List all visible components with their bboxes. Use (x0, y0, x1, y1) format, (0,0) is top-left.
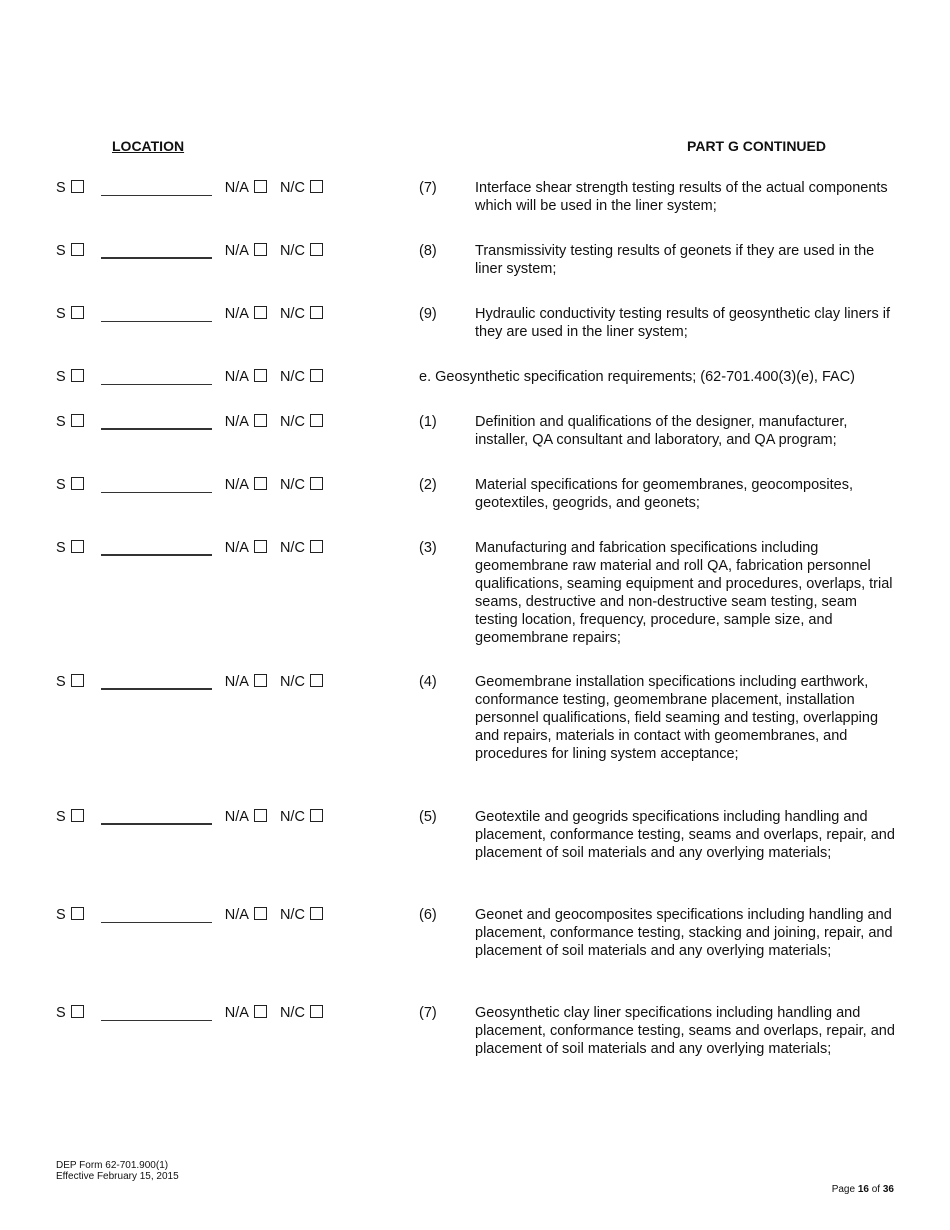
nc-label: N/C (279, 1005, 305, 1021)
row-checkboxes (56, 413, 323, 431)
s-label: S (56, 306, 66, 322)
form-footer (56, 1160, 179, 1182)
na-checkbox[interactable] (254, 414, 267, 427)
na-checkbox[interactable] (254, 243, 267, 256)
item-text: Transmissivity testing results of geonets if they are used in the liner system; (475, 243, 875, 277)
nc-label: N/C (279, 809, 305, 825)
na-label: N/A (224, 674, 249, 690)
location-line[interactable] (101, 491, 212, 493)
nc-checkbox[interactable] (310, 540, 323, 553)
item-text: Definition and qualifications of the designer, manufacturer, installer, QA consultant and laboratory, and QA program; (475, 414, 848, 448)
item-text: Geomembrane installation specifications including earthwork, conformance testing, geomembrane placement, installation personnel qualifications, field seaming and testing, overlapping and repairs, materials in contact with geomembranes, and procedures for lining system acceptance; (475, 674, 879, 762)
na-label: N/A (224, 477, 249, 493)
item-number: (7) (419, 1005, 437, 1021)
location-line[interactable] (101, 822, 212, 825)
page-label: Page (831, 1184, 856, 1195)
nc-label: N/C (279, 540, 305, 556)
s-checkbox[interactable] (71, 414, 84, 427)
s-checkbox[interactable] (71, 243, 84, 256)
s-label: S (56, 243, 66, 259)
page-total: 36 (882, 1184, 894, 1195)
row-checkboxes (56, 1004, 323, 1022)
page-number (832, 1184, 894, 1195)
row-checkboxes (56, 673, 323, 691)
nc-label: N/C (279, 674, 305, 690)
nc-checkbox[interactable] (310, 369, 323, 382)
na-label: N/A (224, 180, 249, 196)
item-number: (4) (419, 674, 437, 690)
na-checkbox[interactable] (254, 180, 267, 193)
item-number: (6) (419, 907, 437, 923)
nc-checkbox[interactable] (310, 1005, 323, 1018)
row-checkboxes (56, 906, 323, 924)
row-checkboxes (56, 179, 323, 197)
row-checkboxes (56, 242, 323, 260)
item-text: Hydraulic conductivity testing results of geosynthetic clay liners if they are used in the liner system; (475, 306, 891, 340)
nc-checkbox[interactable] (310, 477, 323, 490)
na-checkbox[interactable] (254, 674, 267, 687)
nc-checkbox[interactable] (310, 907, 323, 920)
nc-label: N/C (279, 477, 305, 493)
row-checkboxes (56, 368, 323, 386)
row-checkboxes (56, 305, 323, 323)
s-checkbox[interactable] (71, 674, 84, 687)
location-line[interactable] (101, 687, 212, 690)
nc-checkbox[interactable] (310, 180, 323, 193)
location-header: LOCATION (112, 138, 185, 154)
s-label: S (56, 369, 66, 385)
s-label: S (56, 1005, 66, 1021)
s-label: S (56, 180, 66, 196)
row-checkboxes (56, 476, 323, 494)
na-checkbox[interactable] (254, 907, 267, 920)
na-label: N/A (224, 243, 249, 259)
location-line[interactable] (101, 427, 212, 430)
s-checkbox[interactable] (71, 306, 84, 319)
s-checkbox[interactable] (71, 540, 84, 553)
na-checkbox[interactable] (254, 369, 267, 382)
item-text: Geonet and geocomposites specifications including handling and placement, conformance testing, stacking and joining, repair, and placement of soil materials and any overlying materials; (475, 907, 893, 959)
s-checkbox[interactable] (71, 907, 84, 920)
nc-label: N/C (279, 243, 305, 259)
item-number: (3) (419, 540, 437, 556)
location-line[interactable] (101, 921, 212, 923)
s-label: S (56, 674, 66, 690)
na-label: N/A (224, 540, 249, 556)
s-checkbox[interactable] (71, 1005, 84, 1018)
na-checkbox[interactable] (254, 540, 267, 553)
s-label: S (56, 414, 66, 430)
location-line[interactable] (101, 553, 212, 556)
location-line[interactable] (101, 194, 212, 196)
item-text: Interface shear strength testing results of the actual components which will be used in the liner system; (475, 180, 888, 214)
nc-checkbox[interactable] (310, 306, 323, 319)
s-checkbox[interactable] (71, 369, 84, 382)
nc-checkbox[interactable] (310, 674, 323, 687)
location-line[interactable] (101, 256, 212, 259)
nc-checkbox[interactable] (310, 809, 323, 822)
item-number: (5) (419, 809, 437, 825)
na-checkbox[interactable] (254, 306, 267, 319)
s-label: S (56, 540, 66, 556)
item-number: (9) (419, 306, 437, 322)
nc-label: N/C (279, 180, 305, 196)
of-label: of (871, 1184, 881, 1195)
item-number: (2) (419, 477, 437, 493)
s-label: S (56, 809, 66, 825)
location-line[interactable] (101, 383, 212, 385)
nc-checkbox[interactable] (310, 243, 323, 256)
na-label: N/A (224, 809, 249, 825)
item-text: Geotextile and geogrids specifications including handling and placement, conformance testing, seams and overlaps, repair, and placement of soil materials and any overlying materials; (475, 809, 895, 861)
nc-checkbox[interactable] (310, 414, 323, 427)
row-checkboxes (56, 808, 323, 826)
location-line[interactable] (101, 1019, 212, 1021)
na-label: N/A (224, 1005, 249, 1021)
na-label: N/A (224, 907, 249, 923)
item-text: Geosynthetic clay liner specifications including handling and placement, conformance testing, seams and overlaps, repair, and placement of soil materials and any overlying materials; (475, 1005, 895, 1057)
location-line[interactable] (101, 320, 212, 322)
s-label: S (56, 907, 66, 923)
item-number: (1) (419, 414, 437, 430)
item-number: (7) (419, 180, 437, 196)
s-checkbox[interactable] (71, 809, 84, 822)
nc-label: N/C (279, 369, 305, 385)
s-checkbox[interactable] (71, 477, 84, 490)
s-label: S (56, 477, 66, 493)
na-label: N/A (224, 414, 249, 430)
s-checkbox[interactable] (71, 180, 84, 193)
na-label: N/A (224, 306, 249, 322)
na-checkbox[interactable] (254, 809, 267, 822)
na-checkbox[interactable] (254, 477, 267, 490)
na-checkbox[interactable] (254, 1005, 267, 1018)
form-number: DEP Form 62-701.900(1) (56, 1160, 169, 1171)
item-text: Material specifications for geomembranes, geocomposites, geotextiles, geogrids, and geonets; (475, 477, 853, 511)
section-heading: e. Geosynthetic specification requirements; (62-701.400(3)(e), FAC) (419, 369, 856, 385)
nc-label: N/C (279, 306, 305, 322)
nc-label: N/C (279, 907, 305, 923)
part-header: PART G CONTINUED (687, 138, 826, 154)
item-text: Manufacturing and fabrication specifications including geomembrane raw material and roll QA, fabrication personnel qualifications, seaming equipment and procedures, overlaps, trial seams, destructive and non-destructive seam testing, seam testing location, frequency, procedure, sample size, and geomembrane repairs; (475, 540, 893, 646)
nc-label: N/C (279, 414, 305, 430)
na-label: N/A (224, 369, 249, 385)
row-checkboxes (56, 539, 323, 557)
effective-date: Effective February 15, 2015 (56, 1171, 179, 1182)
item-number: (8) (419, 243, 437, 259)
page-current: 16 (857, 1184, 869, 1195)
